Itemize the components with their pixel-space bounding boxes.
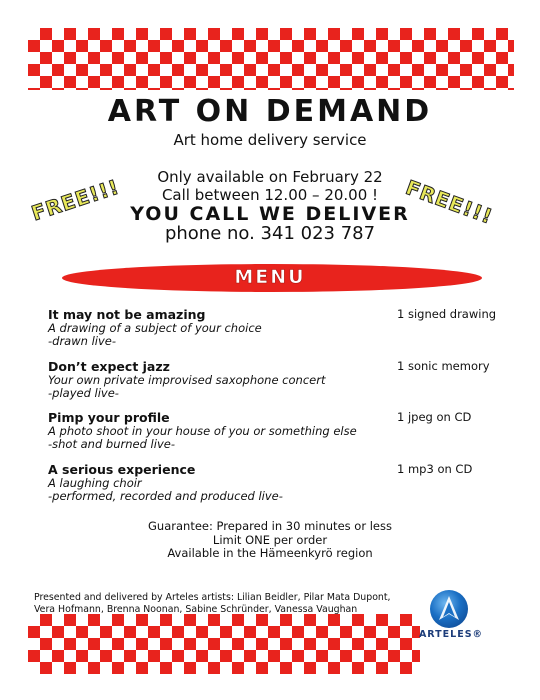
menu-heading: MENU: [234, 266, 306, 288]
guarantee-text: Guarantee: Prepared in 30 minutes or less: [148, 519, 392, 533]
menu-item-title: Pimp your profile: [48, 410, 170, 425]
credits-line: Presented and delivered by Arteles artists: Lilian Beidler, Pilar Mata Dupont,: [34, 592, 391, 603]
order-limit-text: Limit ONE per order: [212, 532, 328, 547]
artist-credits: [34, 592, 404, 615]
call-hours: Call between 12.00 – 20.00 !: [161, 186, 379, 204]
menu-item-description: Your own private improvised saxophone concert: [48, 373, 326, 387]
menu-item-description: A drawing of a subject of your choice: [48, 321, 262, 335]
menu-item-title: Don’t expect jazz: [48, 359, 170, 374]
slogan: YOU CALL WE DELIVER: [130, 203, 410, 225]
page-subtitle: Art home delivery service: [173, 131, 367, 149]
menu-item-quantity: 1 jpeg on CD: [397, 410, 472, 424]
menu-item-quantity: 1 mp3 on CD: [397, 462, 473, 476]
page-title: ART ON DEMAND: [107, 94, 433, 129]
menu-item-description: A photo shoot in your house of you or something else: [48, 424, 357, 438]
guarantee-block: [0, 520, 540, 561]
menu-item: [48, 359, 518, 400]
menu-item-title: A serious experience: [48, 462, 196, 477]
menu-item: [48, 307, 518, 348]
menu-item-note: -played live-: [48, 386, 119, 400]
checkered-banner-top: [28, 28, 514, 90]
menu-item-note: -performed, recorded and produced live-: [48, 489, 283, 503]
menu-item-quantity: 1 sonic memory: [397, 359, 490, 373]
menu-item-description: A laughing choir: [48, 476, 142, 490]
menu-item: [48, 410, 518, 451]
arteles-globe-icon: [430, 590, 468, 628]
menu-item: [48, 462, 518, 503]
menu-item-note: -shot and burned live-: [48, 437, 175, 451]
free-badge-left: FREE!!!: [28, 174, 123, 226]
region-text: Available in the Hämeenkyrö region: [167, 546, 373, 560]
availability-date: Only available on February 22: [157, 168, 383, 186]
menu-item-title: It may not be amazing: [48, 307, 206, 322]
menu-item-quantity: 1 signed drawing: [397, 307, 497, 321]
free-badge-right: FREE!!!: [402, 175, 497, 229]
arteles-logo-text: ARTELES®: [418, 629, 484, 640]
phone-number: phone no. 341 023 787: [164, 223, 376, 244]
checkered-banner-bottom: [28, 614, 420, 674]
credits-line: Vera Hofmann, Brenna Noonan, Sabine Schründer, Vanessa Vaughan: [34, 603, 358, 615]
menu-item-note: -drawn live-: [48, 334, 116, 348]
